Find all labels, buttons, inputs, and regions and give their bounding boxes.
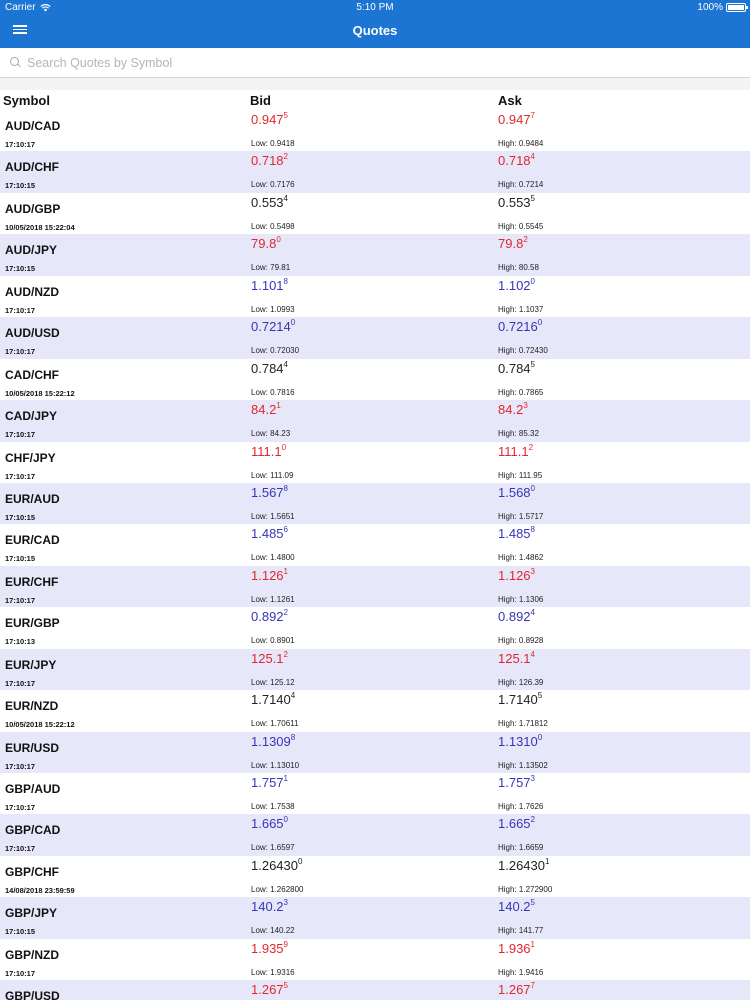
bid-price: [251, 775, 288, 790]
bid-price-main: 79.8: [251, 236, 277, 252]
ask-price-main: 1.1310: [498, 733, 538, 749]
quote-row[interactable]: [0, 110, 750, 151]
high-value: High: 1.13502: [498, 760, 548, 770]
low-value: Low: 1.262800: [251, 884, 304, 894]
bid-price-main: 0.947: [251, 112, 284, 127]
quote-row[interactable]: [0, 359, 750, 400]
ask-price: [498, 941, 535, 956]
ask-price-main: 0.7216: [498, 319, 538, 335]
low-value: Low: 1.0993: [251, 304, 295, 314]
bid-price: [251, 153, 288, 168]
bid-price-main: 0.7214: [251, 319, 291, 335]
high-value: High: 141.77: [498, 926, 544, 936]
bid-price-pip: 2: [283, 152, 288, 162]
high-value: High: 1.4862: [498, 553, 544, 563]
quote-time: 10/05/2018 15:22:12: [5, 388, 75, 398]
bid-price-main: 1.757: [251, 775, 284, 790]
battery-icon: [726, 3, 746, 12]
ask-price: [498, 734, 542, 749]
quote-time: 17:10:17: [5, 761, 36, 771]
ask-price: [498, 816, 535, 831]
quote-time: 10/05/2018 15:22:12: [5, 720, 75, 730]
bid-price-main: 1.567: [251, 484, 284, 500]
low-value: Low: 1.5651: [251, 511, 295, 521]
bid-price-pip: 0: [290, 318, 296, 328]
quote-symbol: EUR/CHF: [5, 574, 59, 589]
low-value: Low: 0.7176: [251, 180, 295, 190]
quote-row[interactable]: [0, 980, 750, 1000]
quote-time: 17:10:17: [5, 305, 36, 315]
bid-price-pip: 2: [283, 608, 288, 618]
quote-symbol: AUD/JPY: [5, 243, 58, 258]
bid-price-pip: 1: [283, 774, 288, 783]
low-value: Low: 1.1261: [251, 594, 295, 604]
quote-row[interactable]: [0, 317, 750, 358]
ask-price-pip: 5: [537, 691, 543, 701]
bid-price-main: 0.553: [251, 194, 284, 210]
ask-price: [498, 651, 535, 666]
quote-row[interactable]: [0, 566, 750, 607]
ask-price-pip: 2: [523, 235, 528, 245]
low-value: Low: 1.9316: [251, 967, 295, 977]
bid-price: [251, 195, 288, 210]
bid-price-main: 1.267: [251, 982, 284, 998]
ask-price-main: 0.947: [498, 112, 531, 127]
bid-price: [251, 941, 288, 956]
bid-price: [251, 361, 288, 376]
bid-price-pip: 8: [283, 276, 288, 286]
quote-row[interactable]: [0, 193, 750, 234]
bid-price-main: 1.7140: [251, 692, 291, 708]
bid-price-pip: 8: [290, 732, 296, 742]
quote-time: 17:10:17: [5, 844, 36, 854]
low-value: Low: 0.5498: [251, 221, 295, 231]
ask-price: [498, 444, 533, 459]
quote-row[interactable]: [0, 400, 750, 441]
quote-symbol: EUR/NZD: [5, 699, 59, 714]
ask-price-main: 1.26430: [498, 857, 545, 873]
quote-row[interactable]: [0, 649, 750, 690]
low-value: Low: 84.23: [251, 429, 291, 439]
bid-price-main: 0.784: [251, 360, 284, 376]
bid-price: [251, 899, 288, 914]
low-value: Low: 79.81: [251, 263, 291, 273]
ask-price-pip: 0: [530, 483, 535, 493]
quote-list: [0, 110, 750, 1000]
ask-price: [498, 526, 535, 541]
bid-price-main: 84.2: [251, 402, 277, 418]
ask-price-pip: 2: [528, 442, 534, 452]
quote-symbol: EUR/AUD: [5, 491, 60, 506]
bid-price: [251, 858, 302, 873]
ask-price-pip: 4: [530, 608, 535, 618]
quote-time: 17:10:15: [5, 512, 36, 522]
bid-price-main: 1.26430: [251, 857, 298, 873]
ask-price-pip: 1: [530, 939, 535, 949]
bid-price-pip: 4: [290, 691, 296, 701]
low-value: Low: 125.12: [251, 677, 295, 687]
ask-price-main: 0.784: [498, 360, 531, 376]
table-header: [0, 90, 750, 110]
bid-price: [251, 568, 288, 583]
bid-price-main: 1.101: [251, 277, 284, 293]
ask-price: [498, 775, 535, 790]
bid-price-main: 0.892: [251, 609, 284, 625]
bid-price-pip: 0: [283, 815, 288, 825]
high-value: High: 1.7626: [498, 802, 544, 811]
quote-row[interactable]: [0, 690, 750, 731]
search-bar: [0, 48, 750, 78]
ask-price-pip: 4: [530, 152, 535, 162]
low-value: Low: 0.72030: [251, 346, 300, 356]
ask-price-main: 111.1: [498, 443, 529, 459]
quote-symbol: AUD/CHF: [5, 160, 59, 175]
bid-price-pip: 5: [283, 981, 288, 991]
quote-symbol: AUD/GBP: [5, 201, 61, 216]
ask-price: [498, 319, 542, 334]
low-value: Low: 111.09: [251, 470, 294, 480]
quote-time: 17:10:15: [5, 181, 36, 191]
low-value: Low: 1.4800: [251, 553, 295, 563]
bid-price-pip: 2: [283, 649, 288, 659]
quote-symbol: CAD/CHF: [5, 367, 59, 382]
low-value: Low: 0.9418: [251, 139, 295, 148]
ask-price-pip: 0: [537, 318, 543, 328]
column-header-symbol: Symbol: [3, 93, 50, 108]
ask-price-main: 1.267: [498, 982, 531, 998]
quote-symbol: GBP/CAD: [5, 823, 61, 838]
bid-price-main: 1.935: [251, 940, 284, 956]
quote-time: 17:10:17: [5, 595, 36, 605]
high-value: High: 0.9484: [498, 139, 544, 148]
ask-price-pip: 5: [530, 193, 535, 203]
quote-symbol: GBP/AUD: [5, 782, 61, 796]
high-value: High: 111.95: [498, 470, 543, 480]
ask-price: [498, 899, 535, 914]
bid-price: [251, 402, 281, 417]
ask-price-main: 125.1: [498, 650, 531, 666]
quote-symbol: CAD/JPY: [5, 409, 58, 424]
bid-price-pip: 1: [276, 401, 281, 411]
high-value: High: 1.1037: [498, 304, 544, 314]
quote-time: 17:10:17: [5, 678, 36, 688]
quote-time: 17:10:17: [5, 140, 36, 149]
bid-price-main: 1.485: [251, 526, 284, 542]
quote-row[interactable]: [0, 234, 750, 275]
ask-price: [498, 236, 528, 251]
quote-row[interactable]: [0, 276, 750, 317]
bid-price: [251, 982, 288, 997]
high-value: High: 0.72430: [498, 346, 548, 356]
high-value: High: 1.9416: [498, 967, 544, 977]
ask-price: [498, 858, 549, 873]
column-header-bid: Bid: [250, 93, 271, 108]
quote-time: 17:10:17: [5, 968, 36, 978]
ask-price: [498, 112, 535, 127]
ask-price-pip: 5: [530, 898, 535, 908]
bid-price-main: 0.718: [251, 153, 284, 169]
bid-price-pip: 4: [283, 359, 288, 369]
ask-price-pip: 1: [545, 856, 550, 866]
bid-price: [251, 734, 295, 749]
ask-price-main: 140.2: [498, 899, 531, 915]
quote-row[interactable]: [0, 442, 750, 483]
ask-price-pip: 3: [523, 401, 528, 411]
ask-price-main: 1.936: [498, 940, 531, 956]
bid-price-main: 1.126: [251, 567, 284, 583]
quote-symbol: GBP/CHF: [5, 864, 59, 879]
search-icon: [10, 57, 21, 68]
ask-price-pip: 3: [530, 774, 535, 783]
bid-price: [251, 692, 295, 707]
ask-price-main: 1.757: [498, 775, 531, 790]
search-spacer: [0, 78, 750, 90]
ask-price-main: 1.568: [498, 484, 531, 500]
quote-row[interactable]: [0, 939, 750, 980]
quote-row[interactable]: [0, 773, 750, 814]
bid-price-pip: 0: [281, 442, 287, 452]
bid-price: [251, 278, 288, 293]
quote-row[interactable]: [0, 607, 750, 648]
bid-price: [251, 609, 288, 624]
ask-price-pip: 4: [530, 649, 535, 659]
bid-price-main: 140.2: [251, 899, 284, 915]
low-value: Low: 1.13010: [251, 760, 300, 770]
bid-price: [251, 112, 288, 127]
ask-price: [498, 568, 535, 583]
quote-time: 14/08/2018 23:59:59: [5, 885, 75, 895]
quote-time: 17:10:17: [5, 471, 36, 481]
ask-price-pip: 3: [530, 566, 535, 576]
battery-percent: 100%: [697, 2, 723, 13]
bid-price-main: 125.1: [251, 650, 284, 666]
search-input[interactable]: [27, 56, 707, 70]
high-value: High: 1.71812: [498, 719, 548, 729]
quote-symbol: GBP/JPY: [5, 906, 58, 921]
ask-price-main: 79.8: [498, 236, 524, 252]
quote-time: 17:10:17: [5, 803, 36, 812]
bid-price-pip: 0: [298, 856, 303, 866]
quote-row[interactable]: [0, 483, 750, 524]
bid-price-pip: 4: [283, 193, 288, 203]
quote-row[interactable]: [0, 814, 750, 855]
quote-symbol: AUD/NZD: [5, 284, 59, 299]
status-right: [697, 2, 746, 13]
bid-price-pip: 6: [283, 525, 288, 535]
quote-symbol: EUR/GBP: [5, 616, 60, 631]
ask-price: [498, 982, 535, 997]
quote-row[interactable]: [0, 151, 750, 192]
quote-row[interactable]: [0, 524, 750, 565]
bid-price-main: 1.1309: [251, 733, 291, 749]
ask-price-main: 0.892: [498, 609, 531, 625]
low-value: Low: 0.8901: [251, 636, 295, 646]
quote-time: 17:10:17: [5, 430, 36, 440]
ask-price-main: 1.7140: [498, 692, 538, 708]
status-bar: [0, 0, 750, 15]
high-value: High: 0.7214: [498, 180, 544, 190]
quote-time: 17:10:15: [5, 554, 36, 564]
ask-price-pip: 8: [530, 525, 535, 535]
quote-row[interactable]: [0, 897, 750, 938]
page-title: Quotes: [352, 23, 398, 38]
quote-time: 17:10:17: [5, 347, 36, 357]
ask-price-pip: 5: [530, 359, 535, 369]
bid-price-pip: 3: [283, 898, 288, 908]
ask-price: [498, 278, 535, 293]
quote-symbol: AUD/CAD: [5, 119, 61, 133]
bid-price-pip: 9: [283, 939, 288, 949]
status-time: 5:10 PM: [356, 2, 394, 13]
high-value: High: 1.5717: [498, 511, 544, 521]
bid-price: [251, 444, 286, 459]
quote-symbol: EUR/JPY: [5, 657, 57, 672]
ask-price: [498, 361, 535, 376]
bid-price-main: 111.1: [251, 443, 282, 459]
ask-price: [498, 402, 528, 417]
high-value: High: 1.1306: [498, 594, 544, 604]
low-value: Low: 1.70611: [251, 719, 299, 729]
ask-price-pip: 7: [530, 111, 535, 120]
bid-price-pip: 0: [276, 235, 281, 245]
ask-price-pip: 7: [530, 981, 535, 991]
ask-price: [498, 692, 542, 707]
quote-time: 17:10:15: [5, 264, 36, 274]
quote-symbol: AUD/USD: [5, 326, 60, 341]
ask-price-main: 1.126: [498, 567, 531, 583]
low-value: Low: 0.7816: [251, 387, 295, 397]
high-value: High: 1.6659: [498, 843, 544, 853]
bid-price-pip: 8: [283, 483, 288, 493]
ask-price-main: 1.485: [498, 526, 531, 542]
quote-row[interactable]: [0, 732, 750, 773]
quote-row[interactable]: [0, 856, 750, 897]
ask-price-main: 1.102: [498, 277, 531, 293]
carrier-label: Carrier: [5, 2, 36, 13]
high-value: High: 0.5545: [498, 221, 544, 231]
ask-price: [498, 609, 535, 624]
quote-symbol: GBP/NZD: [5, 947, 59, 962]
ask-price: [498, 195, 535, 210]
quote-time: 10/05/2018 15:22:04: [5, 222, 75, 232]
ask-price: [498, 153, 535, 168]
ask-price-main: 1.665: [498, 816, 531, 832]
low-value: Low: 1.6597: [251, 843, 295, 853]
ask-price-pip: 0: [530, 276, 535, 286]
bid-price: [251, 651, 288, 666]
ask-price-pip: 2: [530, 815, 535, 825]
nav-bar: [0, 15, 750, 48]
bid-price-pip: 5: [283, 111, 288, 120]
ask-price-pip: 0: [537, 732, 543, 742]
quote-symbol: CHF/JPY: [5, 450, 56, 465]
bid-price: [251, 319, 295, 334]
bid-price: [251, 485, 288, 500]
column-header-ask: Ask: [498, 93, 522, 108]
bid-price-main: 1.665: [251, 816, 284, 832]
bid-price: [251, 816, 288, 831]
bid-price-pip: 1: [283, 566, 288, 576]
quote-symbol: GBP/USD: [5, 989, 60, 1000]
low-value: Low: 1.7538: [251, 802, 295, 811]
quote-symbol: EUR/USD: [5, 740, 60, 755]
ask-price-main: 0.718: [498, 153, 531, 169]
bid-price: [251, 526, 288, 541]
quote-time: 17:10:15: [5, 927, 36, 937]
high-value: High: 85.32: [498, 429, 539, 439]
high-value: High: 126.39: [498, 677, 544, 687]
high-value: High: 1.272900: [498, 884, 553, 894]
low-value: Low: 140.22: [251, 926, 295, 936]
high-value: High: 80.58: [498, 263, 539, 273]
quote-symbol: EUR/CAD: [5, 533, 60, 548]
quote-time: 17:10:13: [5, 637, 36, 647]
high-value: High: 0.7865: [498, 387, 544, 397]
ask-price: [498, 485, 535, 500]
ask-price-main: 84.2: [498, 402, 524, 418]
ask-price-main: 0.553: [498, 194, 531, 210]
bid-price: [251, 236, 281, 251]
high-value: High: 0.8928: [498, 636, 544, 646]
